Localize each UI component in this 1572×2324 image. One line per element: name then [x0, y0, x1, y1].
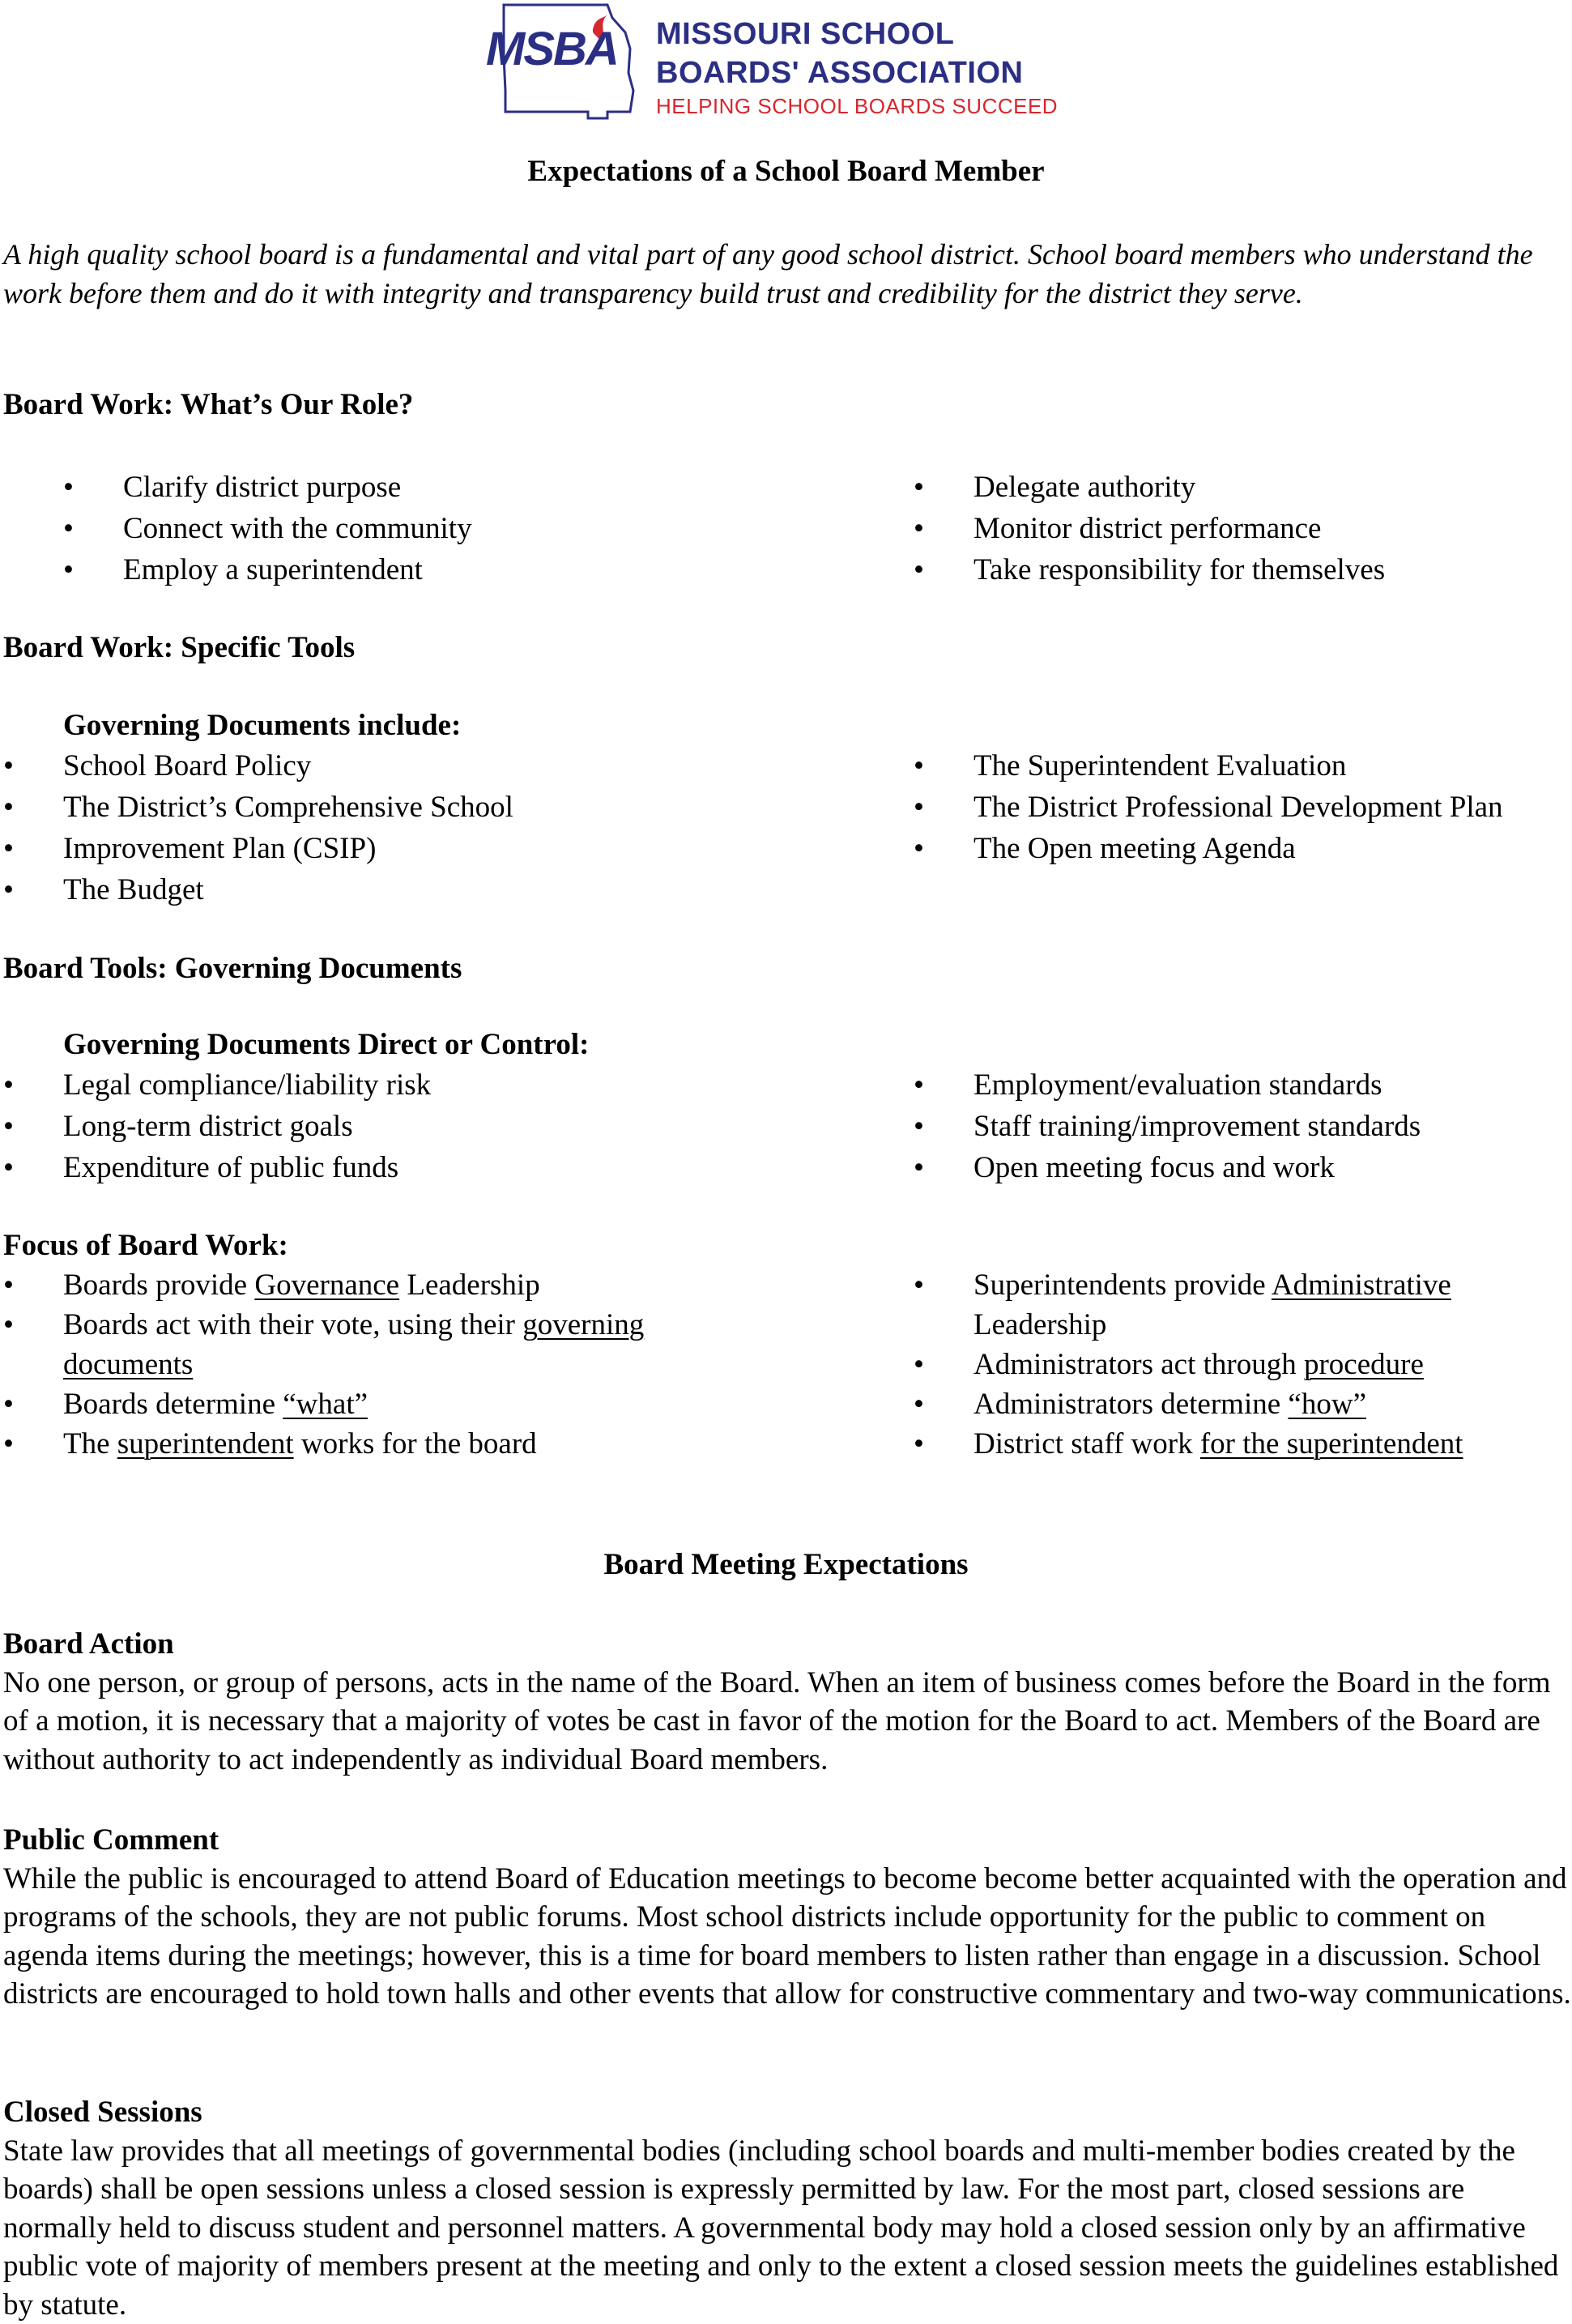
list-item: • Delegate authority: [914, 467, 1571, 508]
list-item: • Employ a superintendent: [63, 549, 873, 591]
section-closed-sessions: [3, 2093, 1572, 2324]
missouri-state-outline-icon: [486, 0, 648, 122]
governing-list-left: [3, 1064, 813, 1188]
list-item: • The District’s Comprehensive School: [3, 787, 813, 828]
tools-list-right: [914, 745, 1571, 869]
governing-subheading: Governing Documents Direct or Control:: [63, 1028, 590, 1061]
list-item: • Superintendents provide Administrative Leadership: [914, 1265, 1540, 1345]
focus-list-left: [3, 1265, 643, 1464]
logo-org-line1: MISSOURI SCHOOL: [656, 17, 955, 51]
section-body: No one person, or group of persons, acts in the name of the Board. When an item of business comes before the Board in the form of a motion, it is necessary that a majority of votes be cast in favor of the motion for the Board to act. Members of the Board are without authority to act independently as individual Board members.: [3, 1665, 1551, 1776]
list-item: • Staff training/improvement standards: [914, 1106, 1571, 1147]
role-list-right: [914, 467, 1571, 591]
list-item: • Boards act with their vote, using their governing documents: [3, 1305, 662, 1384]
section-heading: Board Action: [3, 1627, 174, 1661]
tools-subheading: Governing Documents include:: [63, 709, 462, 742]
list-item: • District staff work for the superintendent: [914, 1424, 1571, 1464]
section-body: State law provides that all meetings of governmental bodies (including school boards and multi-member bodies created by the boards) shall be open sessions unless a closed session is expressly permitted by law. For the most part, closed sessions are normally held to discuss student and personnel matters. A governmental body may hold a closed session only by an affirmative public vote of majority of members present at the meeting and only to the extent a closed session meets the guidelines established by statute.: [3, 2134, 1559, 2322]
msba-logo: [486, 0, 1059, 122]
list-item: • Employment/evaluation standards: [914, 1064, 1571, 1106]
list-item: • Administrators determine “how”: [914, 1384, 1571, 1424]
list-item: • Long-term district goals: [3, 1106, 813, 1147]
list-item: • Boards provide Governance Leadership: [3, 1265, 643, 1305]
role-heading: Board Work: What’s Our Role?: [3, 388, 414, 421]
list-item: • Connect with the community: [63, 508, 873, 549]
list-item: • The Open meeting Agenda: [914, 828, 1571, 869]
list-item: • Expenditure of public funds: [3, 1147, 813, 1188]
intro-paragraph: A high quality school board is a fundamental and vital part of any good school district. School board members who understand the work before them and do it with integrity and transparency build trust and credibility for the district they serve.: [3, 238, 1533, 309]
tools-list-left: [3, 745, 813, 910]
focus-heading: Focus of Board Work:: [3, 1229, 288, 1262]
list-item: • Monitor district performance: [914, 508, 1571, 549]
list-item: • Legal compliance/liability risk: [3, 1064, 813, 1106]
list-item: • Administrators act through procedure: [914, 1345, 1571, 1384]
section-heading: Closed Sessions: [3, 2096, 202, 2129]
section-body: While the public is encouraged to attend Board of Education meetings to become become better acquainted with the operation and programs of the schools, they are not public forums. Most school districts include opportunity for the public to comment on agenda items during the meetings; however, this is a time for board members to listen rather than engage in a discussion. School districts are encouraged to hold town halls and other events that allow for constructive commentary and two-way communications.: [3, 1861, 1571, 2011]
section-heading: Public Comment: [3, 1823, 219, 1857]
meeting-title: Board Meeting Expectations: [603, 1548, 969, 1581]
list-item: • Clarify district purpose: [63, 467, 873, 508]
list-item: • Open meeting focus and work: [914, 1147, 1571, 1188]
governing-heading: Board Tools: Governing Documents: [3, 952, 462, 985]
section-public-comment: [3, 1821, 1572, 2014]
page-title: Expectations of a School Board Member: [527, 155, 1045, 188]
list-item: • The Budget: [3, 869, 813, 910]
focus-list-right: [914, 1265, 1571, 1464]
governing-list-right: [914, 1064, 1571, 1188]
tools-heading: Board Work: Specific Tools: [3, 631, 356, 664]
logo-org-line2: BOARDS' ASSOCIATION: [656, 56, 1024, 90]
list-item: • The superintendent works for the board: [3, 1424, 643, 1464]
list-item: • The Superintendent Evaluation: [914, 745, 1571, 787]
logo-abbr: MSBA: [486, 23, 618, 75]
list-item: • Improvement Plan (CSIP): [3, 828, 813, 869]
role-list-left: [63, 467, 873, 591]
list-item: • Take responsibility for themselves: [914, 549, 1571, 591]
section-board-action: [3, 1625, 1572, 1779]
list-item: • School Board Policy: [3, 745, 813, 787]
list-item: • The District Professional Development Plan: [914, 787, 1571, 828]
list-item: • Boards determine “what”: [3, 1384, 643, 1424]
logo-tagline: HELPING SCHOOL BOARDS SUCCEED: [656, 94, 1059, 118]
